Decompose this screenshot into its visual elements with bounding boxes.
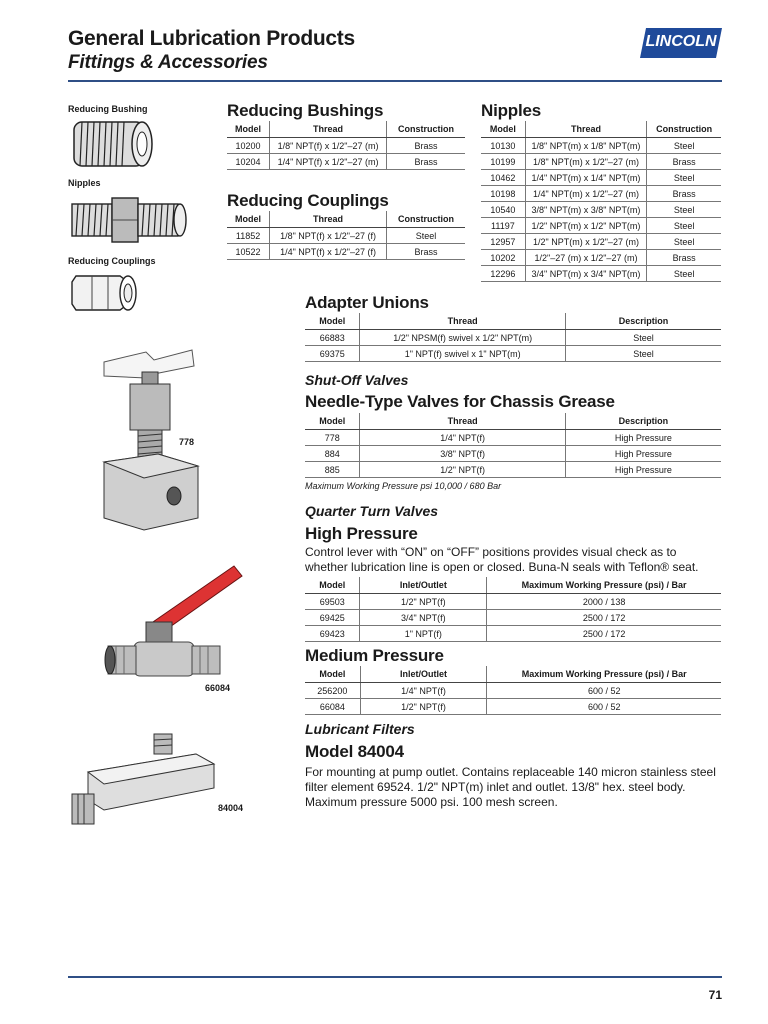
- table-cell: Steel: [647, 234, 721, 250]
- table-cell: 10540: [481, 202, 525, 218]
- table-row: [227, 138, 465, 154]
- table-row: [481, 138, 721, 154]
- table-row: [227, 228, 465, 244]
- table-row: [481, 154, 721, 170]
- page-number: 71: [708, 988, 722, 1002]
- table-cell: 2500 / 172: [487, 610, 721, 626]
- table-header: Construction: [387, 121, 466, 138]
- table-header: Inlet/Outlet: [360, 577, 487, 594]
- table-cell: 66883: [305, 330, 360, 346]
- table-cell: 69423: [305, 626, 360, 642]
- caption-valve-778: 778: [179, 437, 195, 447]
- header-rule: [68, 80, 722, 82]
- table-cell: 3/4" NPT(m) x 3/4" NPT(m): [525, 266, 646, 282]
- table-header: Thread: [525, 121, 646, 138]
- table-cell: Steel: [647, 170, 721, 186]
- table-row: [481, 170, 721, 186]
- table-cell: 66084: [305, 699, 360, 715]
- table-cell: 1/2" NPT(m) x 1/2"–27 (m): [525, 234, 646, 250]
- high-pressure-title: High Pressure: [305, 524, 418, 543]
- table-header: Maximum Working Pressure (psi) / Bar: [487, 577, 721, 594]
- table-row: [305, 446, 721, 462]
- table-header: Inlet/Outlet: [360, 666, 487, 683]
- table-row: [227, 154, 465, 170]
- table-cell: 10198: [481, 186, 525, 202]
- table-cell: 1/8" NPT(f) x 1/2"–27 (f): [270, 228, 387, 244]
- table-row: [305, 699, 721, 715]
- medium-pressure-table: [305, 666, 721, 715]
- table-cell: 10199: [481, 154, 525, 170]
- model-84004-title: Model 84004: [305, 742, 404, 761]
- table-cell: 1/4" NPT(f): [360, 430, 565, 446]
- table-cell: 885: [305, 462, 360, 478]
- table-row: [305, 626, 721, 642]
- table-cell: 2500 / 172: [487, 626, 721, 642]
- caption-reducing-couplings: Reducing Couplings: [68, 256, 156, 266]
- table-row: [305, 430, 721, 446]
- logo-text: LINCOLN: [645, 33, 717, 50]
- table-row: [481, 186, 721, 202]
- medium-pressure-title: Medium Pressure: [305, 646, 444, 665]
- needle-valves-table: [305, 413, 721, 478]
- table-cell: Steel: [647, 266, 721, 282]
- table-cell: 3/8" NPT(m) x 3/8" NPT(m): [525, 202, 646, 218]
- table-row: [305, 462, 721, 478]
- table-cell: 3/8" NPT(f): [360, 446, 565, 462]
- ball-valve-image: [104, 560, 244, 690]
- table-cell: Steel: [647, 138, 721, 154]
- table-cell: 1/2" NPT(m) x 1/2" NPT(m): [525, 218, 646, 234]
- table-cell: 10462: [481, 170, 525, 186]
- table-row: [481, 250, 721, 266]
- table-cell: 1/4" NPT(f): [360, 683, 487, 699]
- table-cell: 10522: [227, 244, 270, 260]
- reducing-couplings-image: [68, 268, 148, 318]
- reducing-couplings-title: Reducing Couplings: [227, 191, 389, 210]
- table-cell: 10130: [481, 138, 525, 154]
- table-cell: Brass: [387, 154, 466, 170]
- table-cell: Brass: [647, 250, 721, 266]
- table-header: Model: [227, 121, 270, 138]
- table-cell: 1/8" NPT(m) x 1/8" NPT(m): [525, 138, 646, 154]
- table-row: [227, 244, 465, 260]
- needle-pressure-note: Maximum Working Pressure psi 10,000 / 680 Bar: [305, 481, 502, 491]
- nipples-title: Nipples: [481, 101, 542, 120]
- reducing-couplings-table: [227, 211, 465, 260]
- table-cell: 1" NPT(f): [360, 626, 487, 642]
- table-cell: 1/2" NPT(f): [360, 699, 487, 715]
- table-cell: 884: [305, 446, 360, 462]
- table-header: Construction: [387, 211, 466, 228]
- table-cell: 1/8" NPT(m) x 1/2"–27 (m): [525, 154, 646, 170]
- table-cell: Steel: [387, 228, 466, 244]
- table-cell: 600 / 52: [487, 683, 721, 699]
- caption-reducing-bushing: Reducing Bushing: [68, 104, 148, 114]
- table-header: Model: [305, 666, 360, 683]
- table-cell: 1" NPT(f) swivel x 1" NPT(m): [360, 346, 566, 362]
- filter-description: For mounting at pump outlet. Contains replaceable 140 micron stainless steel filter element 69524. 1/2" NPT(m) inlet and outlet. 13/8" hex. steel body. Maximum pressure 5000 psi. 100 mesh screen.: [305, 765, 716, 809]
- table-header: Thread: [360, 313, 566, 330]
- nipples-table: [481, 121, 721, 282]
- table-cell: Steel: [647, 218, 721, 234]
- table-cell: Brass: [387, 138, 466, 154]
- table-header: Construction: [647, 121, 721, 138]
- table-header: Model: [481, 121, 525, 138]
- caption-filter-84004: 84004: [218, 803, 244, 813]
- reducing-bushings-table: [227, 121, 465, 170]
- table-cell: 3/4" NPT(f): [360, 610, 487, 626]
- table-cell: 1/4" NPT(m) x 1/4" NPT(m): [525, 170, 646, 186]
- table-cell: Steel: [565, 346, 721, 362]
- table-cell: 600 / 52: [487, 699, 721, 715]
- table-cell: 69425: [305, 610, 360, 626]
- table-header: Description: [565, 313, 721, 330]
- table-header: Description: [565, 413, 721, 430]
- table-row: [305, 346, 721, 362]
- table-cell: 69503: [305, 594, 360, 610]
- reducing-bushing-image: [68, 116, 158, 172]
- table-header: Thread: [270, 121, 387, 138]
- table-cell: 778: [305, 430, 360, 446]
- quarter-turn-category: Quarter Turn Valves: [305, 503, 439, 519]
- table-cell: 11197: [481, 218, 525, 234]
- adapter-unions-table: [305, 313, 721, 362]
- reducing-bushings-title: Reducing Bushings: [227, 101, 384, 120]
- table-header: Thread: [270, 211, 387, 228]
- page-subtitle: Fittings & Accessories: [68, 52, 268, 73]
- table-cell: 1/4" NPT(f) x 1/2"–27 (m): [270, 154, 387, 170]
- table-cell: 10200: [227, 138, 270, 154]
- table-row: [305, 683, 721, 699]
- table-header: Thread: [360, 413, 565, 430]
- table-cell: High Pressure: [565, 462, 721, 478]
- filters-category: Lubricant Filters: [305, 721, 415, 737]
- table-row: [305, 594, 721, 610]
- filter-image: [68, 732, 218, 832]
- page-title: General Lubrication Products: [68, 27, 355, 50]
- table-cell: 69375: [305, 346, 360, 362]
- table-header: Model: [227, 211, 270, 228]
- table-cell: High Pressure: [565, 430, 721, 446]
- shutoff-category: Shut-Off Valves: [305, 372, 409, 388]
- table-cell: 2000 / 138: [487, 594, 721, 610]
- table-cell: 256200: [305, 683, 360, 699]
- nipples-image: [68, 190, 192, 250]
- table-cell: 10202: [481, 250, 525, 266]
- table-row: [481, 202, 721, 218]
- table-header: Maximum Working Pressure (psi) / Bar: [487, 666, 721, 683]
- table-cell: 1/2"–27 (m) x 1/2"–27 (m): [525, 250, 646, 266]
- table-cell: Brass: [647, 186, 721, 202]
- high-pressure-table: [305, 577, 721, 642]
- table-cell: Steel: [565, 330, 721, 346]
- adapter-unions-title: Adapter Unions: [305, 293, 429, 312]
- footer-rule: [68, 976, 722, 978]
- table-header: Model: [305, 413, 360, 430]
- table-row: [305, 610, 721, 626]
- table-cell: 10204: [227, 154, 270, 170]
- lincoln-logo: [640, 26, 722, 60]
- table-row: [481, 218, 721, 234]
- table-cell: 1/2" NPSM(f) swivel x 1/2" NPT(m): [360, 330, 566, 346]
- table-header: Model: [305, 313, 360, 330]
- table-cell: Brass: [647, 154, 721, 170]
- table-row: [305, 330, 721, 346]
- table-cell: 12957: [481, 234, 525, 250]
- table-row: [481, 266, 721, 282]
- table-cell: 1/4" NPT(f) x 1/2"–27 (f): [270, 244, 387, 260]
- table-cell: High Pressure: [565, 446, 721, 462]
- caption-valve-66084: 66084: [205, 683, 231, 693]
- table-cell: 1/2" NPT(f): [360, 462, 565, 478]
- table-row: [481, 234, 721, 250]
- needle-valves-title: Needle-Type Valves for Chassis Grease: [305, 392, 615, 411]
- table-cell: Brass: [387, 244, 466, 260]
- table-cell: 12296: [481, 266, 525, 282]
- table-cell: 1/8" NPT(f) x 1/2"–27 (m): [270, 138, 387, 154]
- table-header: Model: [305, 577, 360, 594]
- caption-nipples: Nipples: [68, 178, 101, 188]
- table-cell: 11852: [227, 228, 270, 244]
- table-cell: 1/4" NPT(m) x 1/2"–27 (m): [525, 186, 646, 202]
- table-cell: 1/2" NPT(f): [360, 594, 487, 610]
- high-pressure-description: Control lever with “ON” on “OFF” positions provides visual check as to whether lubrication line is open or closed. Buna-N seals with Teflon® seat.: [305, 545, 699, 574]
- table-cell: Steel: [647, 202, 721, 218]
